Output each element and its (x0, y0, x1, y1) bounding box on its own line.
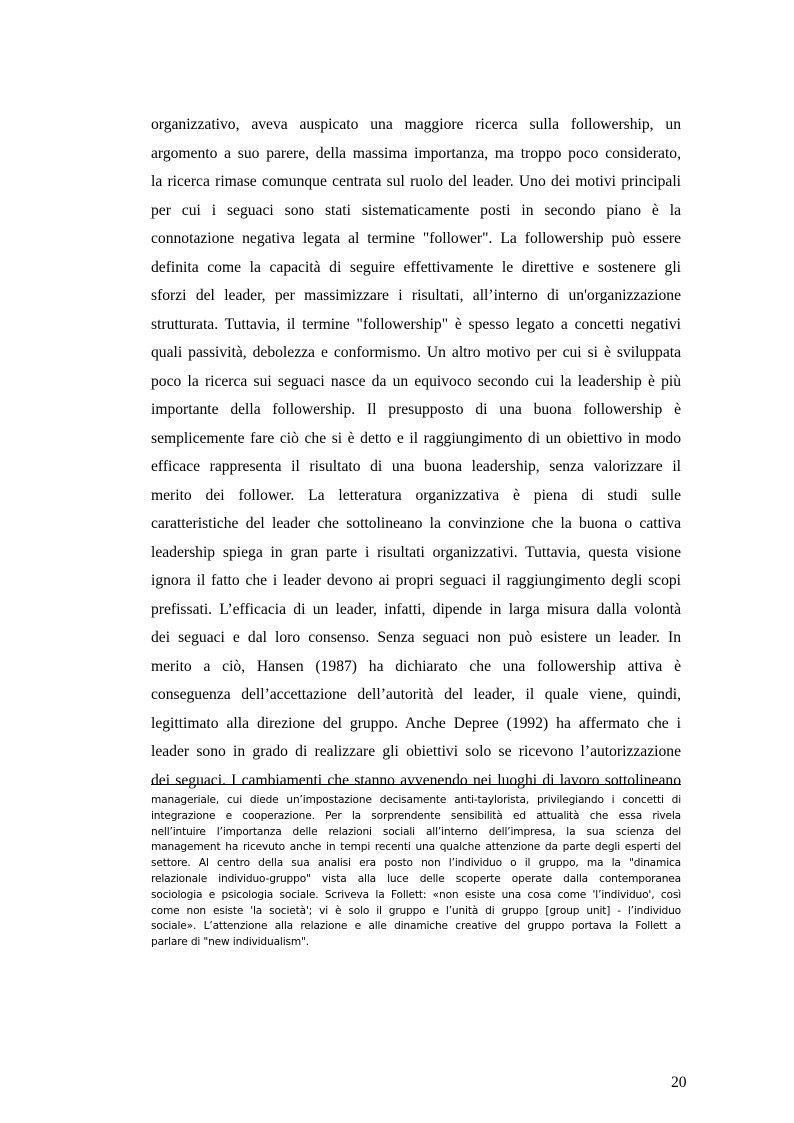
footnote-line: manageriale, cui diede un’impostazione decisamente anti-taylorista, privilegiando i concetti di (151, 794, 681, 806)
footnote-line: sociale». L’attenzione alla relazione e alle dinamiche creative del gruppo portava la Follett a (151, 920, 681, 933)
body-line: definita come la capacità di seguire effettivamente le direttive e sostenere gli (151, 258, 681, 276)
body-paragraph (151, 111, 681, 795)
footnote-line: come non esiste 'la società'; vi è solo il gruppo e l’unità di gruppo [group unit] - l’individuo (151, 904, 681, 917)
body-line: la ricerca rimase comunque centrata sul ruolo del leader. Uno dei motivi principali (151, 173, 681, 190)
body-line: efficace rappresenta il risultato di una buona leadership, senza valorizzare il (151, 458, 681, 475)
body-line: importante della followership. Il presupposto di una buona followership è (151, 401, 681, 418)
footnote-line: relazionale individuo-gruppo" vista alla luce delle scoperte operate dalla contemporanea (151, 872, 681, 885)
body-line: semplicemente fare ciò che si è detto e il raggiungimento di un obiettivo in modo (151, 429, 681, 447)
body-line: argomento a suo parere, della massima importanza, ma troppo poco considerato, (151, 144, 681, 162)
body-line: sforzi del leader, per massimizzare i risultati, all’interno di un'organizzazione (151, 287, 681, 304)
body-line: conseguenza dell’accettazione dell’autorità del leader, il quale viene, quindi, (151, 686, 681, 703)
body-line: prefissati. L’efficacia di un leader, infatti, dipende in larga misura dalla volontà (151, 600, 681, 618)
body-line: legittimato alla direzione del gruppo. Anche Depree (1992) ha affermato che i (151, 714, 681, 732)
body-line: strutturata. Tuttavia, il termine "followership" è spesso legato a concetti negativi (151, 315, 681, 333)
footnote-separator (151, 784, 681, 785)
body-line: connotazione negativa legata al termine "follower". La followership può essere (151, 230, 681, 247)
footnote-line: management ha ricevuto anche in tempi recenti una qualche attenzione da parte degli esperti del (151, 841, 681, 854)
footnote (151, 793, 681, 951)
footnote-line: nell’intuire l’importanza delle relazioni sociali all’interno dell’impresa, la sua scienza del (151, 825, 681, 838)
body-line: dei seguaci e dal loro consenso. Senza seguaci non può esistere un leader. In (151, 629, 681, 646)
body-line: organizzativo, aveva auspicato una maggiore ricerca sulla followership, un (151, 116, 681, 133)
footnote-line: integrazione e cooperazione. Per la sorprendente sensibilità ed attualità che essa rivela (151, 809, 681, 822)
body-line: caratteristiche del leader che sottolineano la convinzione che la buona o cattiva (151, 515, 681, 532)
body-line: per cui i seguaci sono stati sistematicamente posti in secondo piano è la (151, 201, 681, 219)
footnote-line: sociologia e psicologia sociale. Scriveva la Follett: «non esiste una cosa come 'l’individuo', così (151, 888, 681, 901)
body-line: leader sono in grado di realizzare gli obiettivi solo se ricevono l’autorizzazione (151, 743, 681, 760)
body-line: dei seguaci. I cambiamenti che stanno avvenendo nei luoghi di lavoro sottolineano (151, 771, 681, 789)
body-line: merito a ciò, Hansen (1987) ha dichiarato che una followership attiva è (151, 657, 681, 675)
body-line: poco la ricerca sui seguaci nasce da un equivoco secondo cui la leadership è più (151, 372, 681, 390)
body-line: leadership spiega in gran parte i risultati organizzativi. Tuttavia, questa visione (151, 543, 681, 561)
page-number: 20 (671, 1074, 687, 1091)
footnote-line: settore. Al centro della sua analisi era posto non l’individuo o il gruppo, ma la "dinamica (151, 857, 681, 870)
body-line: quali passività, debolezza e conformismo. Un altro motivo per cui si è sviluppata (151, 344, 681, 361)
footnote-line: parlare di "new individualism". (151, 936, 309, 949)
body-line: merito dei follower. La letteratura organizzativa è piena di studi sulle (151, 486, 681, 504)
body-line: ignora il fatto che i leader devono ai propri seguaci il raggiungimento degli scopi (151, 572, 681, 589)
